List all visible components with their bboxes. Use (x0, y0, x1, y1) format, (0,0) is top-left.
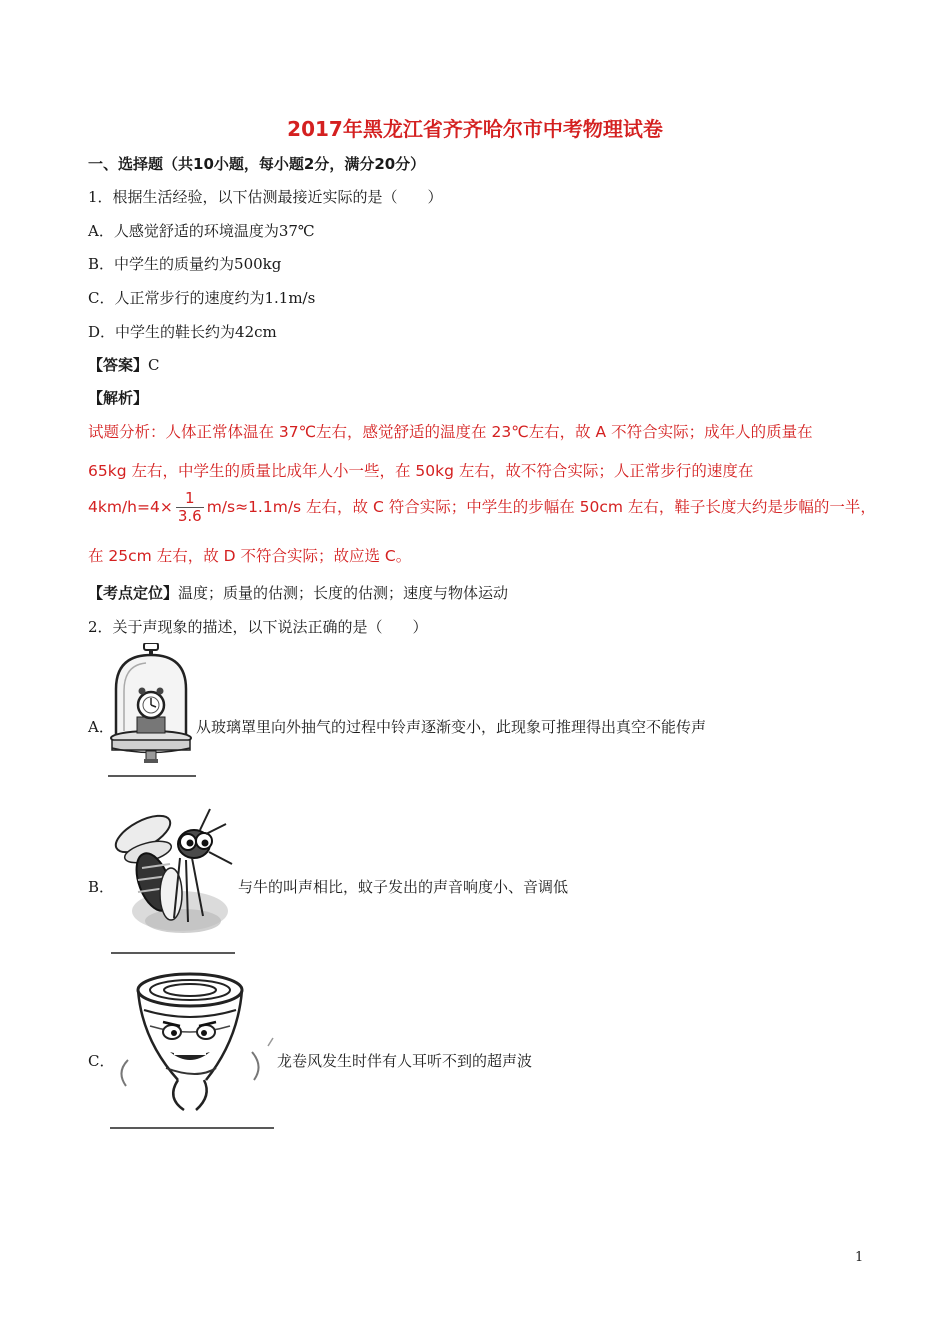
bell-jar-illustration (106, 643, 198, 779)
kaodian-line (88, 583, 508, 603)
question-1-option-a: A．人感觉舒适的环境温度为37℃ (88, 222, 315, 240)
tornado-illustration (108, 968, 278, 1133)
mosquito-illustration (108, 806, 238, 956)
analysis-line-3-pre: 4km/h=4× (88, 498, 173, 516)
kaodian-text: 温度；质量的估测；长度的估测；速度与物体运动 (178, 584, 509, 602)
analysis-line-2: 65kg 左右，中学生的质量比成年人小一些，在 50kg 左右，故不符合实际；人正常步行的速度在 (88, 462, 754, 480)
analysis-line-3 (88, 490, 876, 525)
question-1-option-d: D．中学生的鞋长约为42cm (88, 323, 277, 341)
question-1-option-c: C．人正常步行的速度约为1.1m/s (88, 289, 316, 307)
question-1-stem: 1．根据生活经验，以下估测最接近实际的是（ ） (88, 188, 443, 206)
q2-option-b-text: 与牛的叫声相比，蚊子发出的声音响度小、音调低 (238, 878, 569, 896)
section-heading: 一、选择题（共10小题，每小题2分，满分20分） (88, 155, 426, 173)
kaodian-label: 【考点定位】 (88, 584, 179, 602)
answer-line (88, 355, 160, 375)
fraction-numerator: 1 (176, 490, 204, 508)
analysis-line-4: 在 25cm 左右，故 D 不符合实际；故应选 C。 (88, 547, 412, 565)
q2-option-a-text: 从玻璃罩里向外抽气的过程中铃声逐渐变小，此现象可推理得出真空不能传声 (196, 718, 707, 736)
page-number: 1 (855, 1250, 864, 1265)
fraction-denominator: 3.6 (177, 507, 202, 525)
q2-option-b-letter: B． (88, 878, 115, 896)
speed-fraction (176, 490, 204, 525)
answer-value: C (148, 356, 160, 374)
analysis-line-1: 试题分析：人体正常体温在 37℃左右，感觉舒适的温度在 23℃左右，故 A 不符合实际；成年人的质量在 (88, 423, 813, 441)
question-1-option-b: B．中学生的质量约为500kg (88, 255, 282, 273)
analysis-line-3-post: m/s≈1.1m/s 左右，故 C 符合实际；中学生的步幅在 50cm 左右，鞋子长度大约是步幅的一半， (206, 498, 876, 516)
answer-label: 【答案】 (88, 356, 149, 374)
q2-option-c-text: 龙卷风发生时伴有人耳听不到的超声波 (277, 1052, 533, 1070)
page-title: 2017年黑龙江省齐齐哈尔市中考物理试卷 (287, 117, 663, 141)
question-2-stem: 2．关于声现象的描述，以下说法正确的是（ ） (88, 618, 428, 636)
q2-option-a-letter: A． (88, 718, 114, 736)
q2-option-c-letter: C． (88, 1052, 115, 1070)
analysis-label: 【解析】 (88, 389, 149, 407)
